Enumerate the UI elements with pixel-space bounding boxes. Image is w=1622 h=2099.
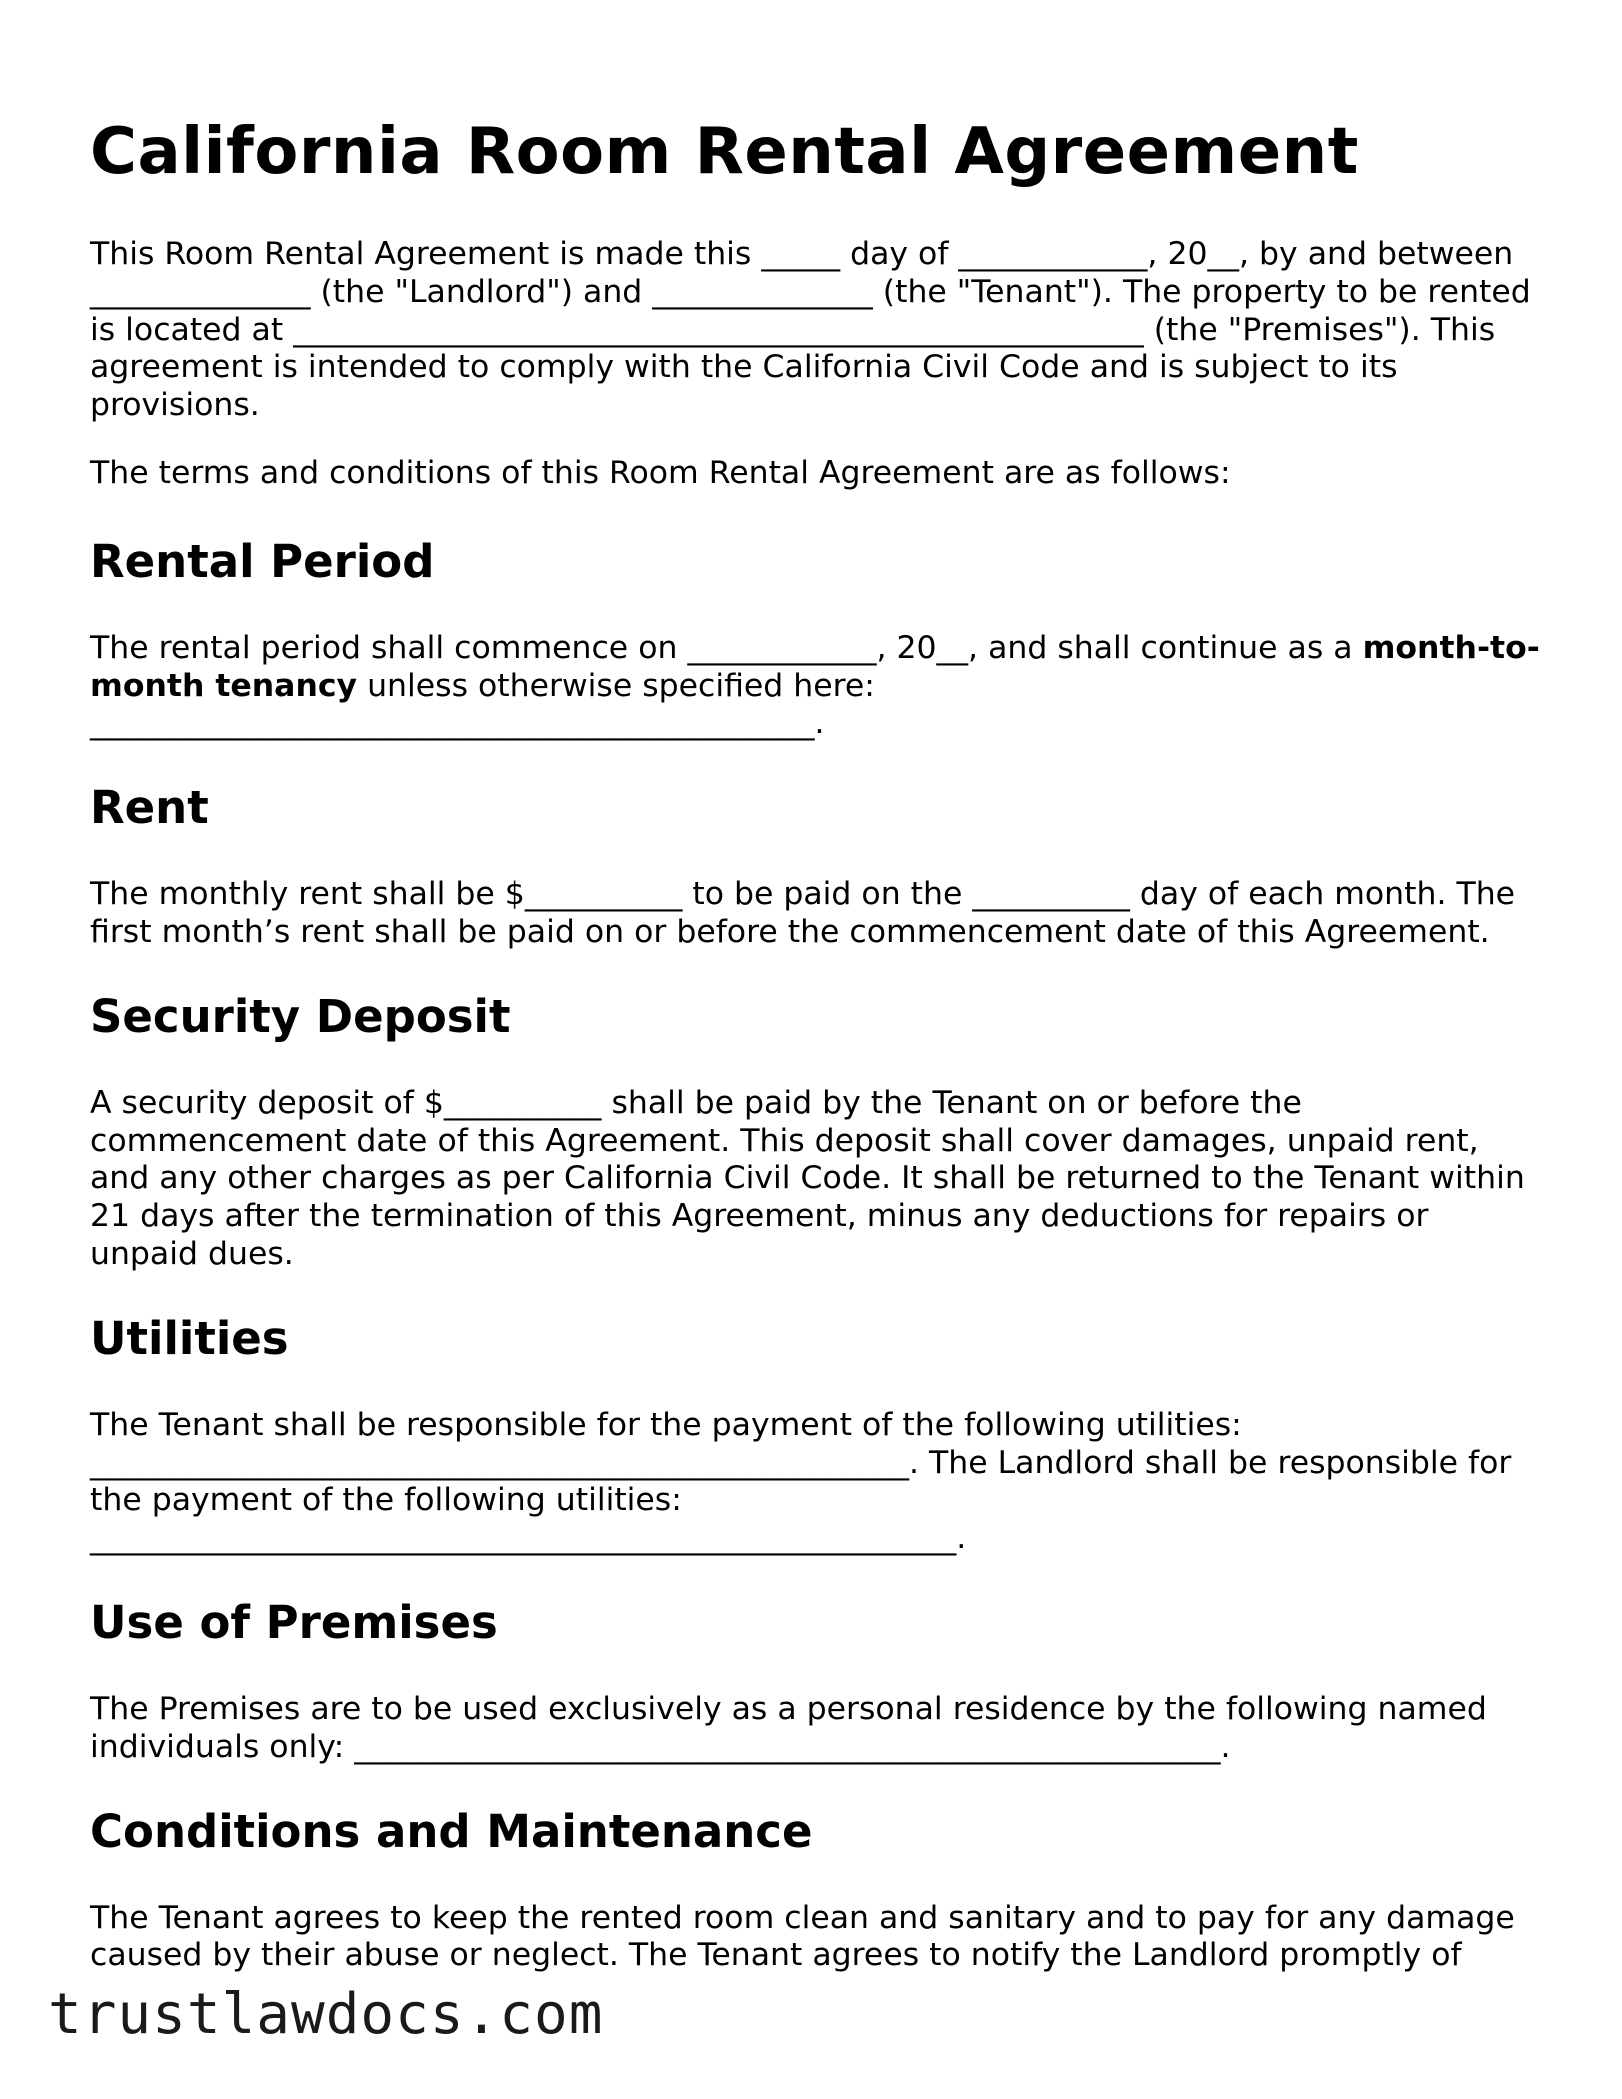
rental-period-text-before: The rental period shall commence on ____________, 20__, and shall continue as a [90,629,1363,666]
utilities-heading: Utilities [90,1311,289,1365]
conditions-heading: Conditions and Maintenance [90,1804,813,1858]
watermark-text: trustlawdocs.com [48,1982,604,2047]
rental-period-heading: Rental Period [90,534,435,588]
rent-paragraph: The monthly rent shall be $__________ to be paid on the __________ day of each month. The first month’s rent shall be paid on or before the commencement date of this Agreement. [90,876,1516,950]
use-of-premises-paragraph: The Premises are to be used exclusively as a personal residence by the following named individuals only: _______________________________________________________. [90,1690,1487,1765]
rental-period-paragraph [90,630,1540,743]
utilities-paragraph: The Tenant shall be responsible for the payment of the following utilities: ____________________________________________________. The Landlord shall be responsible for the payment of the following utilities: _______________________________________________________. [90,1406,1512,1557]
rental-period-text-bold: month-to-month tenancy [90,629,1540,704]
security-deposit-paragraph: A security deposit of $__________ shall be paid by the Tenant on or before the commencement date of this Agreement. This deposit shall cover damages, unpaid rent, and any other charges as per California Civil Code. It shall be returned to the Tenant within 21 days after the termination of this Agreement, minus any deductions for repairs or unpaid dues. [90,1084,1525,1272]
rent-heading: Rent [90,781,209,835]
terms-intro-paragraph: The terms and conditions of this Room Rental Agreement are as follows: [90,454,1231,491]
rental-period-text-after: unless otherwise specified here: ______________________________________________. [90,667,875,742]
security-deposit-heading: Security Deposit [90,989,511,1043]
intro-paragraph: This Room Rental Agreement is made this _____ day of ____________, 20__, by and between ______________ (the "Landlord") and ______________ (the "Tenant"). The property to be rented is located at ______________________________________________________ (the "Premises"). This agreement is intended to comply with the California Civil Code and is subject to its provisions. [90,236,1531,424]
document-title: California Room Rental Agreement [90,115,1359,189]
conditions-paragraph: The Tenant agrees to keep the rented room clean and sanitary and to pay for any damage caused by their abuse or neglect. The Tenant agrees to notify the Landlord promptly of [90,1899,1515,1974]
use-of-premises-heading: Use of Premises [90,1595,498,1649]
document-page [90,108,1540,2005]
